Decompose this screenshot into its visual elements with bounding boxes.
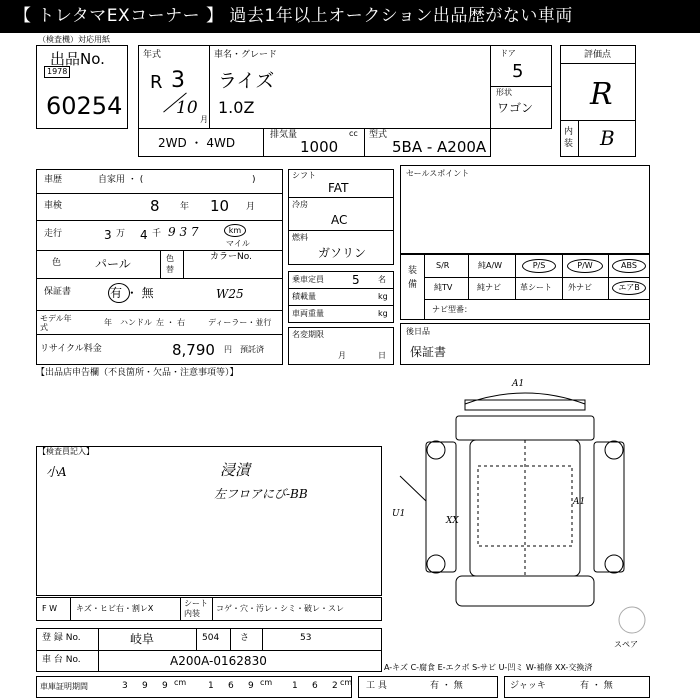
top-note: （検査機）対応用紙 <box>38 35 110 44</box>
equip-ps: P/S <box>522 259 556 273</box>
year-month-unit: 月 <box>200 115 208 124</box>
car-damage-diagram <box>390 376 660 646</box>
cert-label: 車庫証明期間 <box>40 682 88 691</box>
wheel-fl <box>427 441 445 459</box>
cert-d6: 9 <box>248 681 254 691</box>
car-name-label: 車名・グレード <box>214 50 278 60</box>
seat-label: シート内装 <box>184 599 208 618</box>
mileage-hand: 9 3 7 <box>168 225 199 239</box>
history-value: 自家用 ・ ( <box>98 175 144 185</box>
mileage-man-unit: 万 <box>116 229 126 239</box>
lot-number: 60254 <box>46 92 123 120</box>
cert-u1: cm <box>174 678 187 687</box>
wheel-fr <box>605 441 623 459</box>
body-type-label: 形状 <box>496 88 512 97</box>
warranty-value: 有 ・ 無 <box>110 286 154 300</box>
shift-label: シフト <box>292 171 316 180</box>
equipment-label: 装備 <box>408 266 418 290</box>
inspector-label: 【検査員記入】 <box>38 447 94 456</box>
hood-outline <box>456 416 594 440</box>
mileage-km: km <box>224 224 246 237</box>
drive-value: 2WD ・ 4WD <box>158 136 236 150</box>
color-value: パール <box>95 257 131 271</box>
mileage-sen: 4 <box>140 228 148 242</box>
inspector-hand2: 浸漬 <box>220 461 251 479</box>
model-year-label: モデル年式 <box>40 314 72 332</box>
handle-label: ハンドル <box>120 318 152 327</box>
seat-text: コゲ・穴・汚レ・シミ・破レ・スレ <box>216 604 344 613</box>
registration-kana: さ <box>240 633 250 643</box>
displacement-label: 排気量 <box>270 130 298 140</box>
model-value: 5BA - A200A <box>392 138 487 156</box>
lot-label: 出品No. <box>50 50 105 68</box>
right-side <box>594 442 624 572</box>
inspector-hand3: 左フロアにび-BB <box>214 487 308 501</box>
interior-label: 内装 <box>564 127 574 149</box>
name-change-label: 名変期限 <box>292 330 324 339</box>
registration-label: 登 録 No. <box>42 633 81 643</box>
equip-airbag: エアB <box>612 281 646 295</box>
tools-label: 工 具 <box>366 681 387 691</box>
name-change-day: 日 <box>378 351 386 360</box>
fw-text: キズ・ヒビ右・割レX <box>76 604 154 613</box>
weight-unit: kg <box>378 309 388 318</box>
chassis-label: 車 台 No. <box>42 655 81 665</box>
map-label-xx: XX <box>446 516 459 526</box>
cert-d5: 6 <box>228 681 234 691</box>
mileage-sen-unit: 千 <box>152 229 162 239</box>
inspection-year: 8 <box>150 197 160 215</box>
recycle-note: 預託済 <box>240 345 264 354</box>
registration-num2: 53 <box>300 633 312 643</box>
inspector-hand1: 小A <box>46 465 67 479</box>
roof-arc-top <box>465 393 585 404</box>
cert-d1: 3 <box>122 681 128 691</box>
car-name: ライズ <box>218 70 275 92</box>
sales-point-label: セールスポイント <box>406 169 470 178</box>
trunk-outline <box>456 576 594 606</box>
left-side <box>426 442 456 572</box>
color-no-label: カラーNo. <box>210 252 252 262</box>
map-label-side: A1 <box>573 497 586 507</box>
year-value: 3 <box>171 68 185 93</box>
interior-value: B <box>600 126 615 150</box>
warranty-label: 保証書 <box>44 287 72 297</box>
model-label: 型式 <box>369 130 388 140</box>
registration-pref: 岐阜 <box>130 632 155 646</box>
equip-navi-model: ナビ型番： <box>432 305 472 314</box>
name-change-month: 月 <box>338 351 346 360</box>
model-year-unit: 年 <box>104 318 112 327</box>
sales-point-box <box>400 165 650 254</box>
mileage-label: 走行 <box>44 229 63 239</box>
handle-value: 左 ・ 右 <box>156 318 186 327</box>
capacity-unit: 名 <box>378 275 386 284</box>
doors-value: 5 <box>512 61 524 82</box>
chassis-value: A200A-0162830 <box>170 654 267 668</box>
seller-notes-label: 【出品店申告欄（不良箇所・欠品・注意事項等）】 <box>36 368 239 378</box>
inspection-month: 10 <box>210 197 230 215</box>
year-month: 10 <box>176 98 198 118</box>
fw-label: F W <box>42 604 58 613</box>
later-value: 保証書 <box>410 345 447 359</box>
inspector-box <box>36 446 382 596</box>
score-label: 評価点 <box>584 50 612 60</box>
recycle-value: 8,790 <box>172 341 215 359</box>
fuel-value: ガソリン <box>318 246 367 260</box>
ac-label: 冷房 <box>292 200 308 209</box>
equip-pw: P/W <box>567 259 603 273</box>
jack-label: ジャッキ <box>510 681 546 691</box>
warranty-circle <box>108 283 130 303</box>
inspection-month-unit: 月 <box>246 202 256 212</box>
later-label: 後日品 <box>406 327 430 336</box>
equip-abs: ABS <box>612 259 646 273</box>
equip-aw: 純A/W <box>478 261 503 270</box>
registration-num1: 504 <box>202 633 220 643</box>
capacity-value: 5 <box>352 273 360 287</box>
cert-u3: cm <box>340 678 353 687</box>
equip-tv: 純TV <box>434 283 453 292</box>
ac-value: AC <box>331 213 348 227</box>
inspection-year-unit: 年 <box>180 202 190 212</box>
year-label: 年式 <box>143 50 162 60</box>
map-label-top: A1 <box>512 379 525 389</box>
cert-u2: cm <box>260 678 273 687</box>
spare-tire-icon <box>619 607 645 633</box>
body-type-value: ワゴン <box>497 101 534 115</box>
score-value: R <box>590 77 613 112</box>
jack-value: 有 ・ 無 <box>580 681 613 691</box>
load-unit: kg <box>378 292 388 301</box>
left-pointer <box>400 476 426 501</box>
tools-value: 有 ・ 無 <box>430 681 463 691</box>
fuel-label: 燃料 <box>292 233 308 242</box>
doors-label: ドア <box>500 49 516 58</box>
damage-legend: A-キズ C-腐食 E-エクボ S-サビ U-凹ミ W-補修 XX-交換済 <box>384 663 593 672</box>
recycle-label: リサイクル料金 <box>40 344 102 354</box>
cert-d7: 1 <box>292 681 298 691</box>
year-era: R <box>150 72 163 93</box>
history-close: ) <box>252 175 256 185</box>
shift-value: FAT <box>328 181 349 195</box>
color-code-label: 色替 <box>166 254 174 274</box>
wheel-rl <box>427 555 445 573</box>
equip-ext-navi: 外ナビ <box>568 283 592 292</box>
inspection-label: 車検 <box>44 201 63 211</box>
displacement-unit: cc <box>349 129 358 138</box>
car-grade: 1.0Z <box>218 98 255 117</box>
wheel-rr <box>605 555 623 573</box>
equip-navi: 純ナビ <box>477 283 501 292</box>
spare-label: スペア <box>614 640 638 649</box>
mileage-man: 3 <box>104 228 112 242</box>
front-bumper <box>465 400 585 410</box>
dealer-label: ディーラー・並行 <box>208 318 272 327</box>
weight-label: 車両重量 <box>292 309 324 318</box>
cert-d4: 1 <box>208 681 214 691</box>
cert-d9: 2 <box>332 681 338 691</box>
color-label: 色 <box>52 258 62 268</box>
map-label-left: U1 <box>392 509 406 519</box>
load-label: 積載量 <box>292 292 316 301</box>
equip-leather: 革シート <box>520 283 552 292</box>
cert-d8: 6 <box>312 681 318 691</box>
lot-sub: 1978 <box>44 66 70 78</box>
capacity-label: 乗車定員 <box>292 275 324 284</box>
warranty-note: W25 <box>216 287 244 301</box>
cert-d3: 9 <box>162 681 168 691</box>
cert-d2: 9 <box>142 681 148 691</box>
equip-sr: S/R <box>436 261 450 270</box>
mileage-mile: マイル <box>226 239 250 248</box>
history-label: 車歴 <box>44 175 63 185</box>
recycle-unit: 円 <box>224 345 232 354</box>
page-banner: 【 トレタマEXコーナー 】 過去1年以上オークション出品歴がない車両 <box>0 0 700 33</box>
displacement-value: 1000 <box>300 138 339 156</box>
